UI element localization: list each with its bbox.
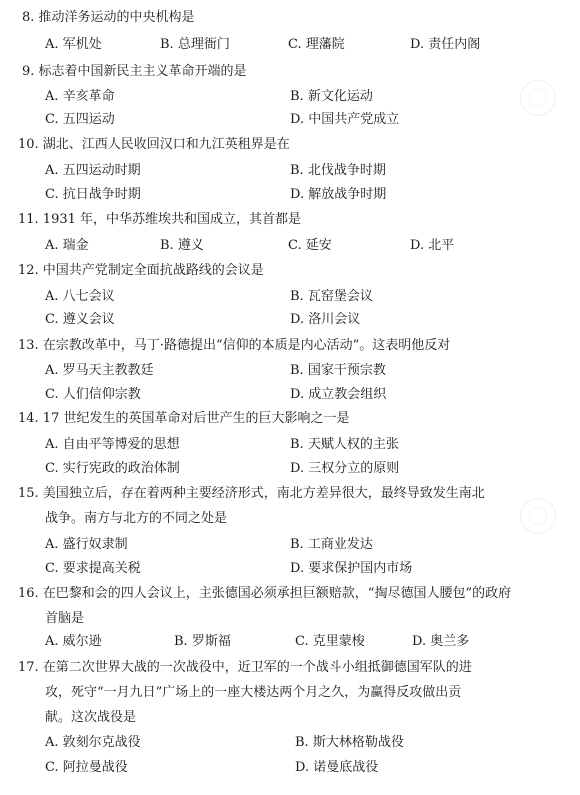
question-16-option-d: D. 奥兰多 xyxy=(412,634,470,649)
question-13-stem: 13. 在宗教改革中，马丁·路德提出“信仰的本质是内心活动”。这表明他反对 xyxy=(18,338,451,353)
question-8-option-d: D. 责任内阁 xyxy=(410,37,481,52)
question-13-option-c: C. 人们信仰宗教 xyxy=(45,387,141,402)
question-9-option-a: A. 辛亥革命 xyxy=(45,89,115,104)
question-11-option-a: A. 瑞金 xyxy=(45,238,89,253)
question-14-option-b: B. 天赋人权的主张 xyxy=(290,437,399,452)
question-8-stem: 8. 推动洋务运动的中央机构是 xyxy=(22,10,195,25)
question-11-option-c: C. 延安 xyxy=(288,238,332,253)
question-10-stem: 10. 湖北、江西人民收回汉口和九江英租界是在 xyxy=(18,137,290,152)
question-8-option-b: B. 总理衙门 xyxy=(160,37,230,52)
question-16-stem-line-2: 首脑是 xyxy=(45,611,85,626)
question-9-option-b: B. 新文化运动 xyxy=(290,89,373,104)
question-15-stem-line-2: 战争。南方与北方的不同之处是 xyxy=(45,511,228,526)
watermark-seal-icon xyxy=(520,498,556,534)
question-15-option-b: B. 工商业发达 xyxy=(290,537,373,552)
question-15-stem-line-1: 15. 美国独立后，存在着两种主要经济形式，南北方差异很大，最终导致发生南北 xyxy=(18,486,485,501)
question-10-option-a: A. 五四运动时期 xyxy=(45,163,141,178)
question-16-option-a: A. 威尔逊 xyxy=(45,634,102,649)
question-13-option-b: B. 国家干预宗教 xyxy=(290,363,386,378)
question-11-option-d: D. 北平 xyxy=(410,238,455,253)
question-9-option-c: C. 五四运动 xyxy=(45,112,115,127)
question-15-option-a: A. 盛行奴隶制 xyxy=(45,537,128,552)
question-13-option-d: D. 成立教会组织 xyxy=(290,387,387,402)
question-12-stem: 12. 中国共产党制定全面抗战路线的会议是 xyxy=(18,263,264,278)
question-13-option-a: A. 罗马天主教教廷 xyxy=(45,363,154,378)
question-11-stem: 11. 1931 年，中华苏维埃共和国成立，其首都是 xyxy=(18,212,302,227)
question-16-option-b: B. 罗斯福 xyxy=(174,634,231,649)
question-14-option-d: D. 三权分立的原则 xyxy=(290,461,400,476)
question-17-option-b: B. 斯大林格勒战役 xyxy=(295,735,404,750)
question-17-option-c: C. 阿拉曼战役 xyxy=(45,760,128,775)
question-10-option-c: C. 抗日战争时期 xyxy=(45,187,141,202)
question-9-option-d: D. 中国共产党成立 xyxy=(290,112,400,127)
question-17-stem-line-2: 攻，死守“一月九日”广场上的一座大楼达两个月之久，为赢得反攻做出贡 xyxy=(45,685,462,700)
question-12-option-c: C. 遵义会议 xyxy=(45,312,115,327)
question-11-option-b: B. 遵义 xyxy=(160,238,204,253)
question-9-stem: 9. 标志着中国新民主主义革命开端的是 xyxy=(22,64,247,79)
question-14-option-c: C. 实行宪政的政治体制 xyxy=(45,461,180,476)
watermark-seal-icon xyxy=(520,80,556,116)
question-15-option-d: D. 要求保护国内市场 xyxy=(290,561,413,576)
question-17-stem-line-1: 17. 在第二次世界大战的一次战役中，近卫军的一个战斗小组抵御德国军队的进 xyxy=(18,660,472,675)
question-12-option-b: B. 瓦窑堡会议 xyxy=(290,289,373,304)
question-12-option-d: D. 洛川会议 xyxy=(290,312,361,327)
question-8-option-c: C. 理藩院 xyxy=(288,37,345,52)
question-8-option-a: A. 军机处 xyxy=(45,37,102,52)
question-17-option-a: A. 敦刻尔克战役 xyxy=(45,735,141,750)
question-10-option-d: D. 解放战争时期 xyxy=(290,187,387,202)
question-14-option-a: A. 自由平等博爱的思想 xyxy=(45,437,180,452)
question-16-stem-line-1: 16. 在巴黎和会的四人会议上，主张德国必须承担巨额赔款，“掏尽德国人腰包”的政府 xyxy=(18,586,512,601)
question-17-option-d: D. 诺曼底战役 xyxy=(295,760,379,775)
question-15-option-c: C. 要求提高关税 xyxy=(45,561,141,576)
question-14-stem: 14. 17 世纪发生的英国革命对后世产生的巨大影响之一是 xyxy=(18,411,350,426)
question-16-option-c: C. 克里蒙梭 xyxy=(295,634,365,649)
question-10-option-b: B. 北伐战争时期 xyxy=(290,163,386,178)
question-17-stem-line-3: 献。这次战役是 xyxy=(45,710,137,725)
question-12-option-a: A. 八七会议 xyxy=(45,289,115,304)
